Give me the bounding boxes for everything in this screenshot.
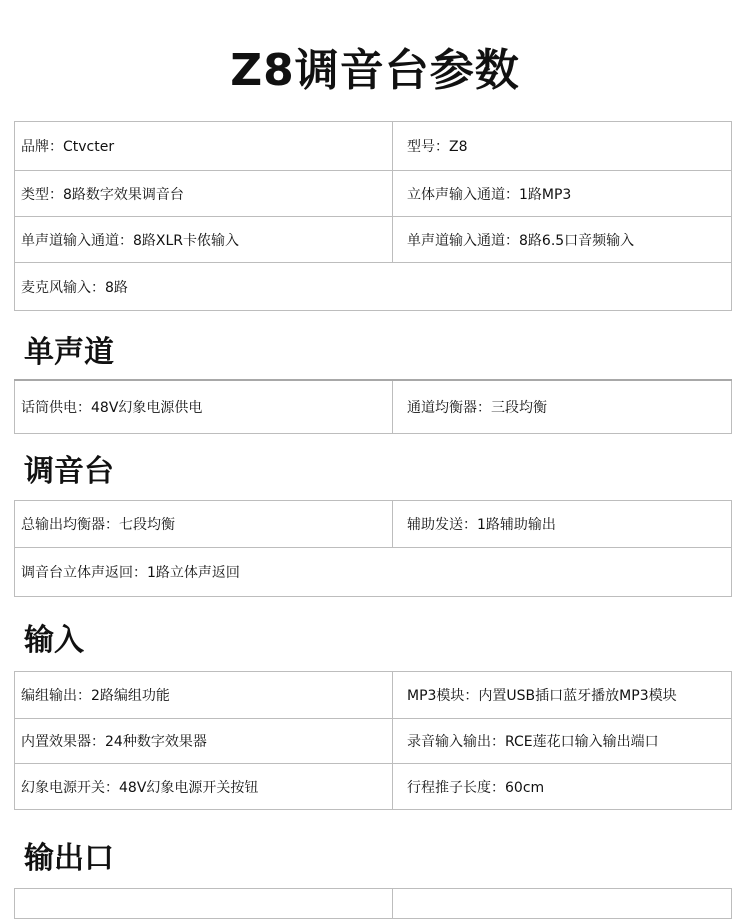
- section-heading-mixer: 调音台: [24, 454, 114, 489]
- table-row: [15, 501, 732, 548]
- spec-mic-power: 话筒供电：48V幻象电源供电: [15, 380, 393, 433]
- table-row: [15, 764, 732, 810]
- spec-mono-xlr: 单声道输入通道：8路XLR卡侬输入: [15, 217, 393, 263]
- spec-mic-input: 麦克风输入：8路: [15, 263, 732, 311]
- table-row: [15, 548, 732, 597]
- spec-phantom-switch: 幻象电源开关：48V幻象电源开关按钮: [15, 764, 393, 810]
- spec-mp3-module: MP3模块：内置USB插口蓝牙播放MP3模块: [393, 672, 732, 719]
- spec-mono-jack: 单声道输入通道：8路6.5口音频输入: [393, 217, 732, 263]
- spec-effects: 内置效果器：24种数字效果器: [15, 719, 393, 764]
- table-row: [15, 122, 732, 171]
- section-heading-input: 输入: [24, 623, 84, 658]
- spec-stereo-input: 立体声输入通道：1路MP3: [393, 171, 732, 217]
- table-cell: [15, 889, 393, 919]
- input-spec-table: [14, 671, 732, 810]
- output-spec-table: [14, 888, 732, 919]
- table-row: [15, 217, 732, 263]
- table-row: [15, 672, 732, 719]
- spec-model: 型号：Z8: [393, 122, 732, 171]
- spec-master-eq: 总输出均衡器：七段均衡: [15, 501, 393, 548]
- mono-spec-table: [14, 379, 732, 434]
- table-row: [15, 263, 732, 311]
- basic-spec-table: [14, 121, 732, 311]
- spec-type: 类型：8路数字效果调音台: [15, 171, 393, 217]
- table-row: [15, 171, 732, 217]
- spec-fader-length: 行程推子长度：60cm: [393, 764, 732, 810]
- section-heading-output: 输出口: [24, 841, 114, 876]
- table-row: [15, 719, 732, 764]
- spec-aux-send: 辅助发送：1路辅助输出: [393, 501, 732, 548]
- spec-stereo-return: 调音台立体声返回：1路立体声返回: [15, 548, 732, 597]
- spec-group-output: 编组输出：2路编组功能: [15, 672, 393, 719]
- spec-channel-eq: 通道均衡器：三段均衡: [393, 380, 732, 433]
- mixer-spec-table: [14, 500, 732, 597]
- section-heading-mono: 单声道: [24, 335, 114, 370]
- table-cell: [393, 889, 732, 919]
- table-row: [15, 380, 732, 433]
- page-title: Z8调音台参数: [230, 45, 520, 96]
- table-row: [15, 889, 732, 919]
- spec-record-io: 录音输入输出：RCE莲花口输入输出端口: [393, 719, 732, 764]
- spec-brand: 品牌：Ctvcter: [15, 122, 393, 171]
